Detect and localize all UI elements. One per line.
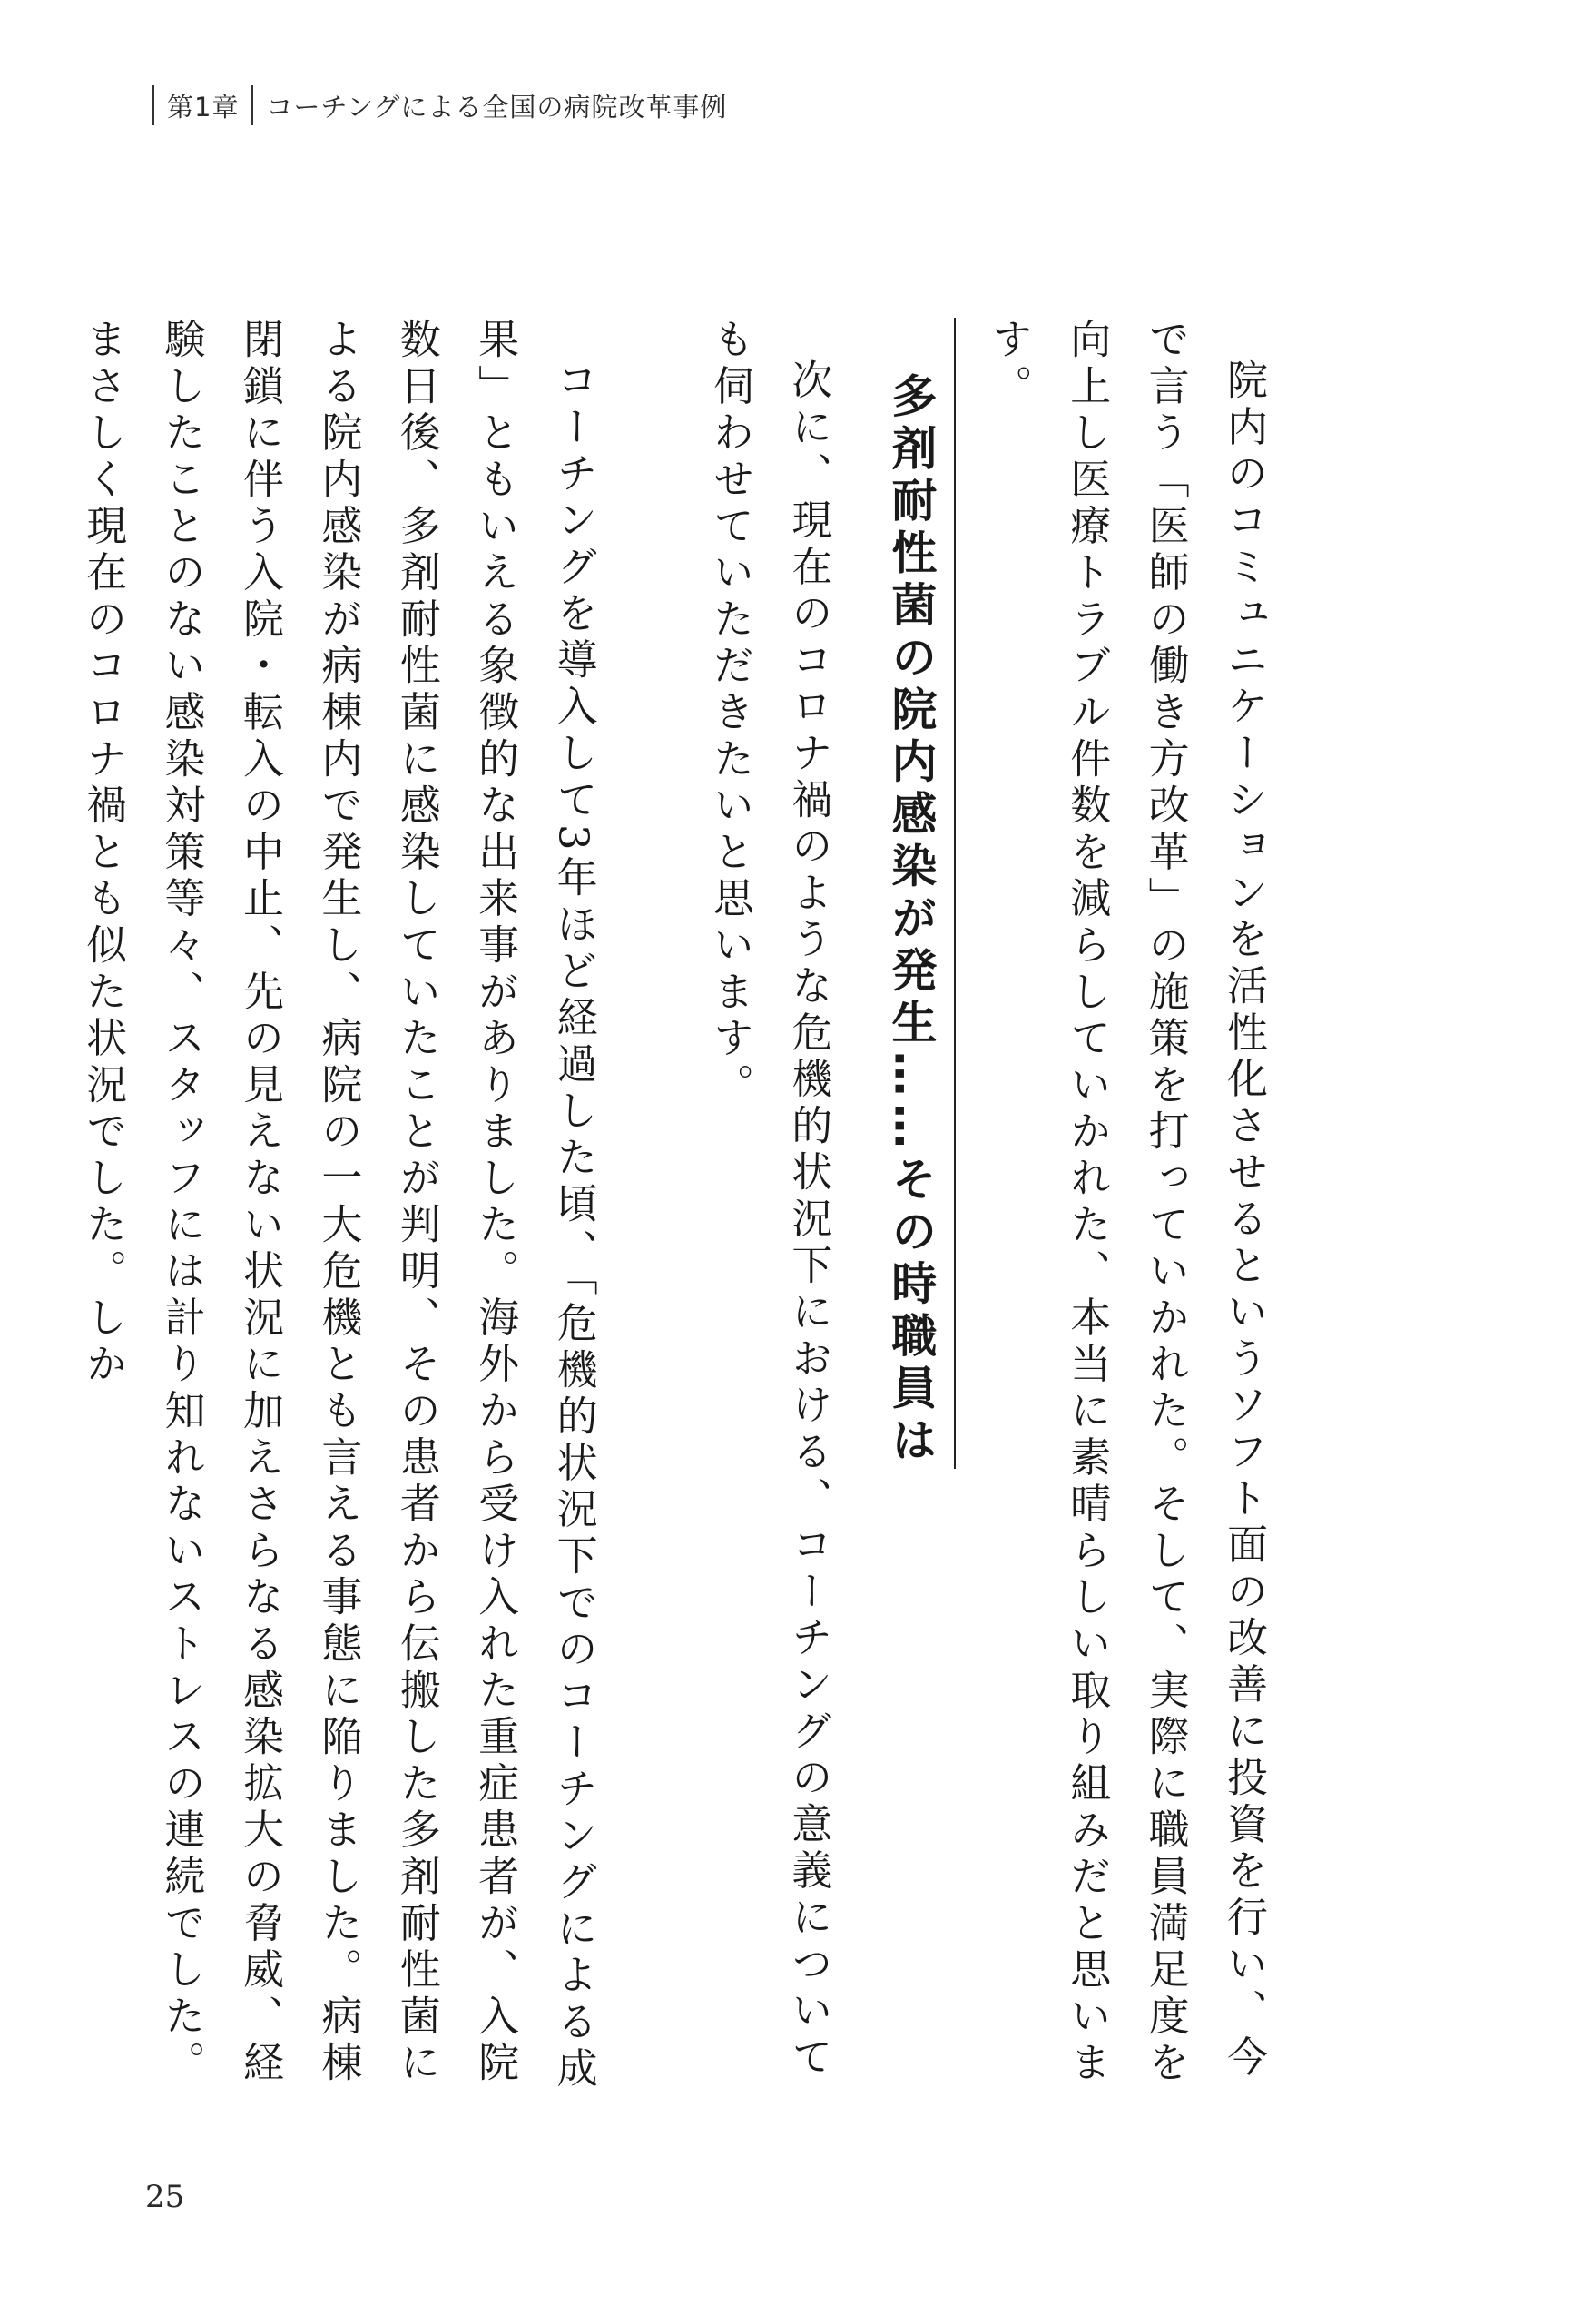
blank-line <box>613 318 691 2115</box>
vertical-body-text <box>79 318 1282 2115</box>
page-number: 25 <box>145 2179 185 2215</box>
section-heading <box>867 318 956 1469</box>
chapter-label: 第1章 <box>167 91 240 123</box>
section-heading-text: 多剤耐性菌の院内感染が発生……その時職員は <box>884 372 938 1469</box>
section-heading-block <box>867 318 956 2115</box>
header-rule-middle <box>251 85 253 125</box>
paragraph-1: 院内のコミュニケーションを活性化させるというソフト面の改善に投資を行い、今で言う「医師の働き方改革」の施策を打っていかれた。そして、実際に職員満足度を向上し医療トラブル件数を減らしていかれた、本当に素晴らしい取り組みだと思います。 <box>984 318 1268 2088</box>
heading-rule <box>954 318 956 365</box>
paragraph-3: コーチングを導入して3年ほど経過した頃、「危機的状況下でのコーチングによる成果」ともいえる象徴的な出来事がありました。海外から受け入れた重症患者が、入院数日後、多剤耐性菌に感染していたことが判明、その患者から伝搬した多剤耐性菌による院内感染が病棟内で発生し、病院の一大危機とも言える事態に陥りました。病棟閉鎖に伴う入院・転入の中止、先の見えない状況に加えさらなる感染拡大の脅威、経験したことのない感染対策等々、スタッフには計り知れないストレスの連続でした。まさしく現在のコロナ禍とも似た状況でした。しか <box>79 318 598 2093</box>
header-rule-left <box>152 85 154 125</box>
running-header <box>152 84 727 127</box>
paragraph-2: 次に、現在のコロナ禍のような危機的状況下における、コーチングの意義についても伺わせていただきたいと思います。 <box>705 318 833 2083</box>
chapter-title: コーチングによる全国の病院改革事例 <box>266 91 728 123</box>
